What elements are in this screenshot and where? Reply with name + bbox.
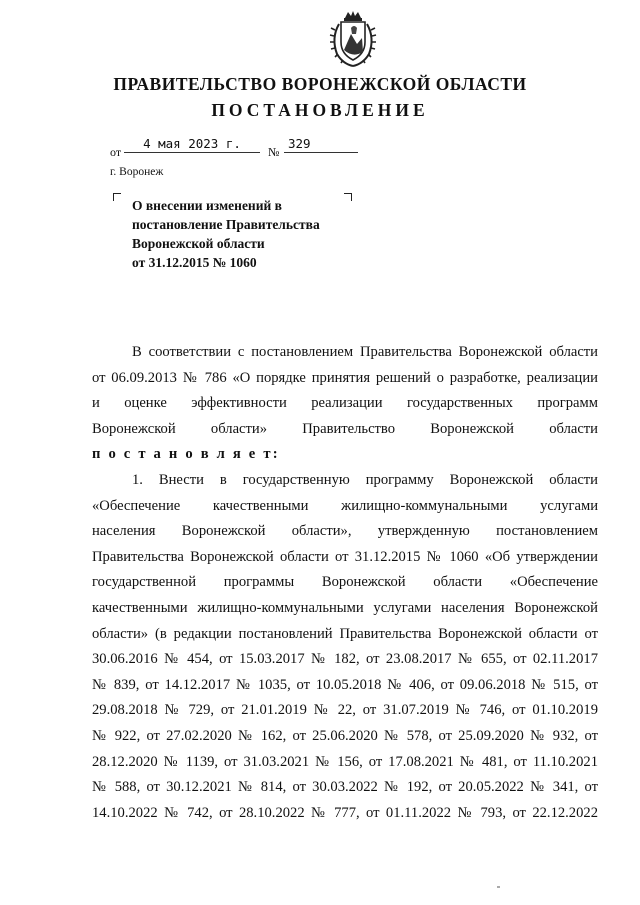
body-line: Правительства Воронежской области от 31.12.2015 № 1060 «Об утверждении: [92, 548, 598, 565]
body-line: В соответствии с постановлением Правительства Воронежской области: [132, 344, 598, 360]
coat-of-arms-icon: [327, 10, 379, 68]
body-line: государственной программы Воронежской области «Обеспечение: [92, 574, 598, 591]
number-label: №: [268, 145, 280, 159]
city-label: г. Воронеж: [110, 166, 164, 178]
document-date: 4 мая 2023 г.: [124, 136, 260, 153]
body-line: 29.08.2018 № 729, от 21.01.2019 № 22, от 31.07.2019 № 746, от 01.10.2019: [92, 702, 598, 719]
subject-line: постановление Правительства: [132, 217, 320, 232]
body-line: Воронежской области» Правительство Воронежской области: [92, 420, 598, 437]
body-line: № 922, от 27.02.2020 № 162, от 25.06.2020 № 578, от 25.09.2020 № 932, от: [92, 727, 598, 744]
body-line: населения Воронежской области», утвержденную постановлением: [92, 523, 598, 540]
body-line: 1. Внести в государственную программу Воронежской области: [132, 471, 598, 488]
body-line: 14.10.2022 № 742, от 28.10.2022 № 777, от 01.11.2022 № 793, от 22.12.2022: [92, 804, 598, 821]
scan-mark: [497, 886, 500, 888]
body-line: № 839, от 14.12.2017 № 1035, от 10.05.2018 № 406, от 09.06.2018 № 515, от: [92, 676, 598, 693]
body-line: от 06.09.2013 № 786 «О порядке принятия решений о разработке, реализации: [92, 369, 598, 386]
resolution-keyword: п о с т а н о в л я е т:: [92, 446, 280, 463]
government-title: ПРАВИТЕЛЬСТВО ВОРОНЕЖСКОЙ ОБЛАСТИ: [113, 74, 527, 94]
body-line: № 588, от 30.12.2021 № 814, от 30.03.2022 № 192, от 20.05.2022 № 341, от: [92, 779, 598, 796]
document-type: ПОСТАНОВЛЕНИЕ: [211, 100, 429, 120]
subject-line: О внесении изменений в: [132, 198, 282, 213]
subject-corner-left: [113, 193, 121, 201]
document-number: 329: [284, 136, 358, 153]
subject-line: Воронежской области: [132, 236, 265, 251]
document-body: [92, 340, 598, 826]
body-line: качественными жилищно-коммунальными услугами населения Воронежской: [92, 599, 598, 616]
body-line: 28.12.2020 № 1139, от 31.03.2021 № 156, от 17.08.2021 № 481, от 11.10.2021: [92, 753, 598, 770]
body-line: 30.06.2016 № 454, от 15.03.2017 № 182, от 23.08.2017 № 655, от 02.11.2017: [92, 651, 598, 668]
document-subject: [132, 196, 372, 272]
body-line: области» (в редакции постановлений Правительства Воронежской области от: [92, 625, 598, 642]
body-line: и оценке эффективности реализации государственных программ: [92, 395, 598, 412]
subject-line: от 31.12.2015 № 1060: [132, 255, 257, 270]
body-line: «Обеспечение качественными жилищно-коммунальными услугами: [92, 497, 598, 514]
date-label: от: [110, 145, 122, 159]
